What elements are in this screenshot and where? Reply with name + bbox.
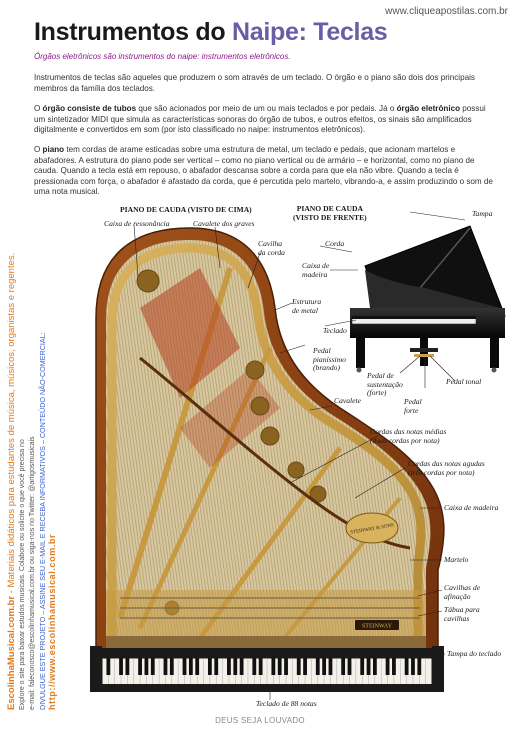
organ-term: órgão consiste de tubos <box>42 104 137 113</box>
black-key <box>138 658 142 675</box>
black-key <box>316 658 320 675</box>
black-key <box>151 658 155 675</box>
label-line: Estrutura <box>292 297 322 306</box>
label-line: Tábua para <box>444 605 480 614</box>
label-pedal-pianissimo <box>313 347 346 373</box>
label-line: madeira <box>302 269 328 279</box>
black-key <box>417 658 421 675</box>
label-line: (forte) <box>367 388 387 397</box>
black-key <box>348 658 352 675</box>
sidebar-tagline: - Materiais didáticos para estudantes de música, músicos, organistas e regentes. <box>6 252 17 596</box>
sidebar-line-1 <box>6 150 18 710</box>
front-view-piano <box>350 226 505 373</box>
label-line: (brando) <box>313 363 340 372</box>
black-key <box>208 658 212 675</box>
black-key <box>392 658 396 675</box>
front-heading-line-2: (VISTO DE FRENTE) <box>293 213 367 222</box>
black-key <box>145 658 149 675</box>
label-line: Cavilhas de <box>444 583 481 592</box>
label-tampa-teclado: Tampa do teclado <box>447 649 502 658</box>
pedals <box>414 354 434 357</box>
brand-plate-text: STEINWAY <box>361 623 393 630</box>
label-line: Cordas das notas agudas <box>408 459 485 468</box>
title-accent: Naipe: Teclas <box>231 18 388 46</box>
sidebar-vertical-text <box>6 150 76 710</box>
label-pedal-forte <box>404 398 422 415</box>
black-key <box>271 658 275 675</box>
label-caixa-ressonancia: Caixa de ressonância <box>104 219 170 228</box>
paragraph-intro: Instrumentos de teclas são aqueles que produzem o som através de um teclado. O órgão e o piano são dois dos principais membros da família dos teclados. <box>34 73 475 93</box>
label-line: Cordas das notas médias <box>370 427 447 436</box>
black-key <box>322 658 326 675</box>
label-tabua-cavilhas <box>444 606 480 623</box>
label-pedal-sustentacao <box>367 372 403 398</box>
label-line: (duas cordas por nota) <box>370 435 440 445</box>
label-line: afinação <box>444 591 471 601</box>
black-key <box>297 658 301 675</box>
black-key <box>373 658 377 675</box>
label-line: Cavilha <box>258 239 283 248</box>
black-key <box>252 658 256 675</box>
label-line: Pedal <box>404 397 422 406</box>
label-line: cavilhas <box>444 613 470 623</box>
label-pedal-tonal: Pedal tonal <box>446 377 482 386</box>
paragraph-organ-text: O <box>34 104 43 113</box>
label-cavalete-graves: Cavalete dos graves <box>193 219 255 228</box>
black-key <box>195 658 199 675</box>
label-caixa-madeira-side: Caixa de madeira <box>444 503 499 512</box>
label-teclado-88: Teclado de 88 notas <box>256 699 317 708</box>
label-line: Caixa de <box>302 261 330 270</box>
label-cordas-agudas <box>408 460 485 477</box>
sidebar-link[interactable]: http://www.escolinhamusical.com.br <box>46 533 57 710</box>
black-key <box>329 658 333 675</box>
black-key <box>227 658 231 675</box>
hammer-rail <box>106 636 426 648</box>
black-key <box>233 658 237 675</box>
black-key <box>303 658 307 675</box>
label-line: forte <box>404 405 419 415</box>
label-teclado: Teclado <box>323 326 347 335</box>
black-key <box>164 658 168 675</box>
site-url: www.cliqueapostilas.com.br <box>385 6 508 17</box>
label-corda: Corda <box>325 239 345 248</box>
black-key <box>240 658 244 675</box>
black-key <box>386 658 390 675</box>
label-estrutura-metal <box>292 298 321 315</box>
black-key <box>411 658 415 675</box>
piano-term: piano <box>42 145 65 154</box>
label-cavilhas-afinacao <box>444 584 480 601</box>
electronic-organ-term: órgão eletrônico <box>396 104 461 113</box>
brand-badge-text: STEINWAY & SONS <box>350 523 395 536</box>
black-key <box>106 658 110 675</box>
black-key <box>367 658 371 675</box>
label-tampa: Tampa <box>472 209 493 218</box>
sidebar-line-2: Explore o site para baixar estudos musicais. Colabore ou solicite o que você precisa no <box>19 439 26 710</box>
label-line: Pedal <box>313 346 331 355</box>
label-cavilha-corda <box>258 240 285 257</box>
label-caixa-madeira-front <box>302 262 329 279</box>
black-key <box>170 658 174 675</box>
label-line: sustentação <box>367 379 403 389</box>
piano-illustration <box>80 198 520 718</box>
black-key <box>189 658 193 675</box>
black-key <box>360 658 364 675</box>
paragraph-piano <box>34 145 498 198</box>
label-martelo: Martelo <box>444 555 469 564</box>
figure-heading-top-view: PIANO DE CAUDA (VISTO DE CIMA) <box>120 205 252 214</box>
figure-heading-front-view <box>293 204 367 222</box>
label-line: Pedal de <box>367 371 394 380</box>
black-key <box>214 658 218 675</box>
paragraph-piano-text: tem cordas de arame esticadas sobre uma estrutura de metal, um teclado e pedais, que acionam martelos e abafadores. A estrutura do piano pode ser vertical – como no piano vertical ou de armário – e horizontal, como no piano de cauda. Quando a tecla está em repouso, o abafador descansa sobre a corda para que ela não vibre. Quando a tecla é pressionada com força, o abafador é afastado da corda, que é percutida pelo martelo, vibrando-a, e assim produzindo o som de uma nota musical. <box>34 145 493 197</box>
title-main: Instrumentos do <box>34 18 232 46</box>
label-cordas-medias <box>370 428 446 445</box>
black-key <box>183 658 187 675</box>
black-key <box>284 658 288 675</box>
fallboard <box>96 648 438 658</box>
sidebar-line-3: e-mail: faleconosco@escolinhamusical.com.br ou siga-nos no Twitter: @artigosmusicais <box>28 436 36 710</box>
key-slip <box>90 684 444 692</box>
label-line: da corda <box>258 247 285 257</box>
label-line: (três cordas por nota) <box>408 467 475 477</box>
footer-text: DEUS SEJA LOUVADO <box>215 716 305 725</box>
page-title <box>34 18 387 47</box>
label-line: pianíssimo <box>313 354 346 364</box>
paragraph-organ <box>34 104 498 136</box>
black-key <box>278 658 282 675</box>
piano-figure <box>80 198 520 718</box>
black-key <box>125 658 129 675</box>
subtitle: Órgãos eletrônicos são instrumentos do naipe: instrumentos eletrônicos. <box>34 52 291 61</box>
black-key <box>259 658 263 675</box>
black-key <box>405 658 409 675</box>
black-key <box>341 658 345 675</box>
label-line: de metal <box>292 305 318 315</box>
paragraph-organ-text: possui um sintetizador MIDI que simula as características sonoras do órgão de tubos, e outros efeitos, os sinais são amplificados digitalmente e convertidos em som (por isto classificado no naipe: instrumentos eletrônicos). <box>34 104 486 135</box>
sidebar-brand[interactable]: EscolinhaMusical.com.br <box>6 595 17 710</box>
paragraph-organ-text: que são acionados por meio de um ou mais teclados e por pedais. Já o <box>136 104 397 113</box>
label-cavalete: Cavalete <box>334 396 361 405</box>
front-heading-line-1: PIANO DE CAUDA <box>296 204 363 213</box>
black-key <box>119 658 123 675</box>
sidebar-line-4: DIVULGUE ESTE PROJETO – ASSINE SEU E-MAIL E RECEBA INFORMATIVOS – CONTEÚDO NÃO-COMERCIAL: <box>38 332 47 710</box>
paragraph-piano-text: O <box>34 145 43 154</box>
